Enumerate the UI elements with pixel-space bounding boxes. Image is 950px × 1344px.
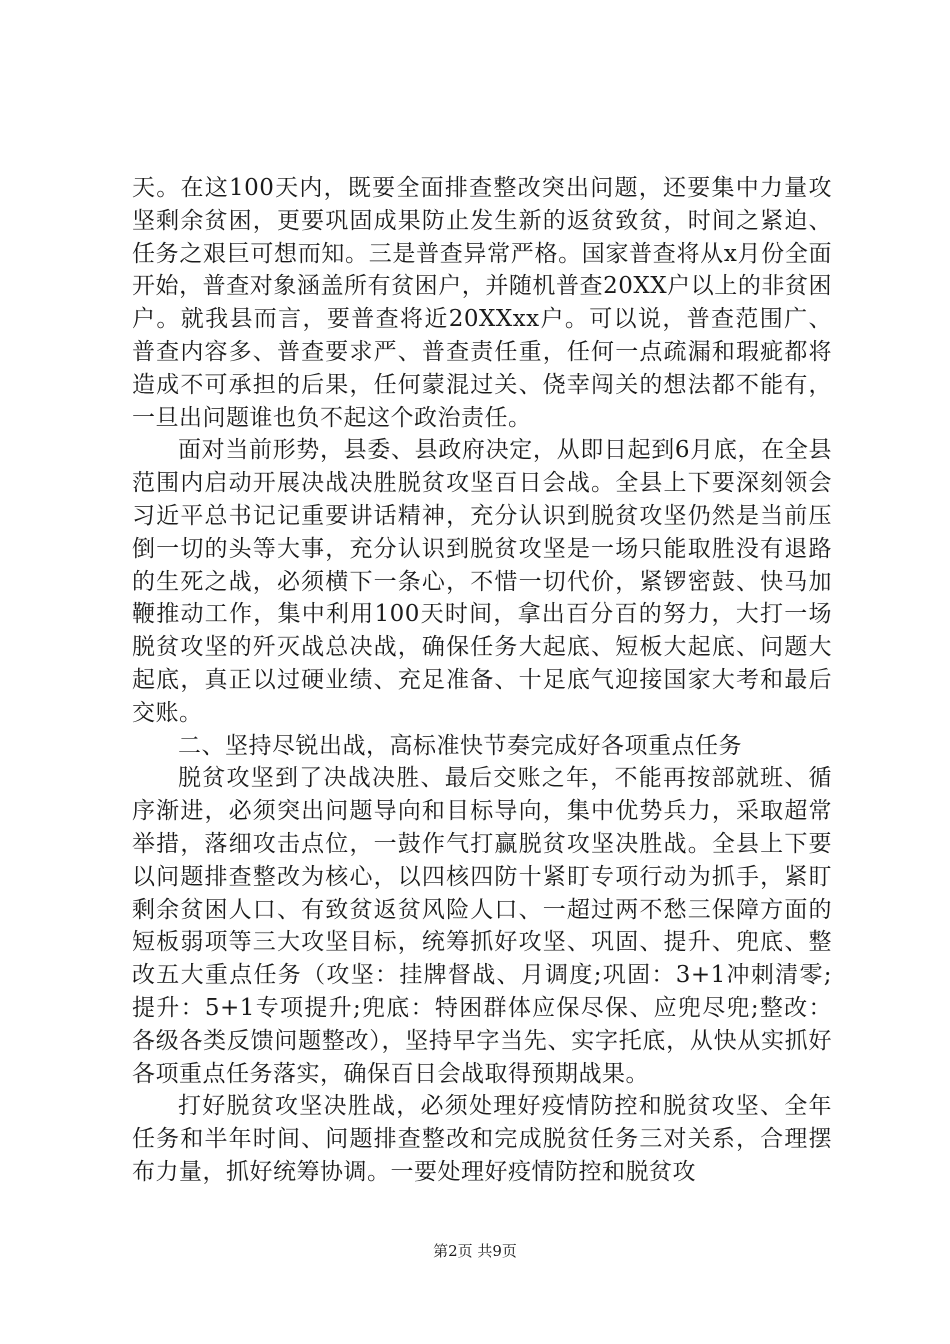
document-body: [132, 172, 832, 1189]
paragraph-2: 面对当前形势，县委、县政府决定，从即日起到6月底，在全县范围内启动开展决战决胜脱贫攻坚百日会战。全县上下要深刻领会习近平总书记记重要讲话精神，充分认识到脱贫攻坚仍然是当前压倒一切的头等大事，充分认识到脱贫攻坚是一场只能取胜没有退路的生死之战，必须横下一条心，不惜一切代价，紧锣密鼓、快马加鞭推动工作，集中利用100天时间，拿出百分百的努力，大打一场脱贫攻坚的歼灭战总决战，确保任务大起底、短板大起底、问题大起底，真正以过硬业绩、充足准备、十足底气迎接国家大考和最后交账。: [132, 437, 832, 726]
paragraph-3: 脱贫攻坚到了决战决胜、最后交账之年，不能再按部就班、循序渐进，必须突出问题导向和目标导向，集中优势兵力，采取超常举措，落细攻击点位，一鼓作气打赢脱贫攻坚决胜战。全县上下要以问题排查整改为核心，以四核四防十紧盯专项行动为抓手，紧盯剩余贫困人口、有致贫返贫风险人口、一超过两不愁三保障方面的短板弱项等三大攻坚目标，统筹抓好攻坚、巩固、提升、兜底、整改五大重点任务（攻坚：挂牌督战、月调度;巩固：3+1冲刺清零;提升：5+1专项提升;兜底：特困群体应保尽保、应兜尽兜;整改：各级各类反馈问题整改），坚持早字当先、实字托底，从快从实抓好各项重点任务落实，确保百日会战取得预期战果。: [132, 765, 832, 1087]
section-heading-2: 二、坚持尽锐出战，高标准快节奏完成好各项重点任务: [178, 732, 742, 759]
paragraph-1: 天。在这100天内，既要全面排查整改突出问题，还要集中力量攻坚剩余贫困，更要巩固成果防止发生新的返贫致贫，时间之紧迫、任务之艰巨可想而知。三是普查异常严格。国家普查将从x月份全面开始，普查对象涵盖所有贫困户，并随机普查20XX户以上的非贫困户。就我县而言，要普查将近20XXxx户。可以说，普查范围广、普查内容多、普查要求严、普查责任重，任何一点疏漏和瑕疵都将造成不可承担的后果，任何蒙混过关、侥幸闯关的想法都不能有，一旦出问题谁也负不起这个政治责任。: [132, 175, 832, 431]
page-number-label: 第2页 共9页: [433, 1242, 517, 1260]
paragraph-4: 打好脱贫攻坚决胜战，必须处理好疫情防控和脱贫攻坚、全年任务和半年时间、问题排查整改和完成脱贫任务三对关系，合理摆布力量，抓好统筹协调。一要处理好疫情防控和脱贫攻: [132, 1093, 832, 1185]
page-footer: [0, 1241, 950, 1261]
